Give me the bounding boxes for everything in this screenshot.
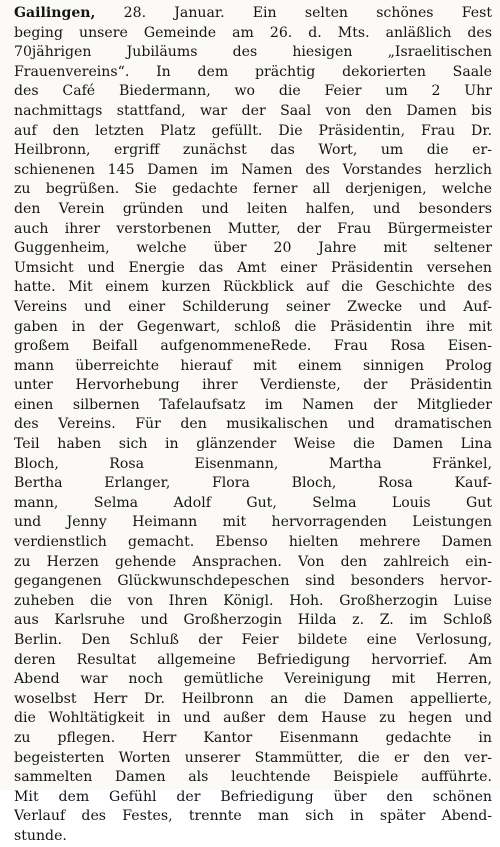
article-line: stunde. xyxy=(14,827,67,844)
article-line: Heilbronn, ergriff zunächst das Wort, um die er- xyxy=(14,142,492,159)
article-line: einen silbernen Tafelaufsatz im Namen der Mitglieder xyxy=(14,396,492,413)
article-line: Abend war noch gemütliche Vereinigung mit Herren, xyxy=(14,671,492,688)
article-line: den Verein gründen und leiten halfen, und besonders xyxy=(14,200,492,217)
article-line xyxy=(14,4,492,24)
article-line: Vereins und einer Schilderung seiner Zwecke und Auf- xyxy=(14,298,492,315)
article-line: verdienstlich gemacht. Ebenso hielten mehrere Damen xyxy=(14,534,492,551)
article-line: zu pflegen. Herr Kantor Eisenmann gedachte in xyxy=(14,729,492,746)
article-line: zu begrüßen. Sie gedachte ferner all derjenigen, welche xyxy=(14,181,492,198)
article-line: auf den letzten Platz gefüllt. Die Präsidentin, Frau Dr. xyxy=(14,122,492,139)
article-line: schienenen 145 Damen im Namen des Vorstandes herzlich xyxy=(14,161,492,178)
article-line: deren Resultat allgemeine Befriedigung hervorrief. Am xyxy=(14,651,492,668)
article-line: zuheben die von Ihren Königl. Hoh. Großherzogin Luise xyxy=(14,592,492,609)
article-line: mann überreichte hierauf mit einem sinnigen Prolog xyxy=(14,357,492,374)
article-line: und Jenny Heimann mit hervorragenden Leistungen xyxy=(14,514,492,531)
article-line: gaben in der Gegenwart, schloß die Präsidentin ihre mit xyxy=(14,318,492,335)
article-line: 70jährigen Jubiläums des hiesigen „Israelitischen xyxy=(14,44,492,61)
article-line: zu Herzen gehende Ansprachen. Von den zahlreich ein- xyxy=(14,553,492,570)
article-line: Umsicht und Energie das Amt einer Präsidentin versehen xyxy=(14,259,492,276)
article-line: beging unsere Gemeinde am 26. d. Mts. anläßlich des xyxy=(14,24,492,41)
article-line: nachmittags stattfand, war der Saal von den Damen bis xyxy=(14,102,492,119)
article-line-text: 28. Januar. Ein selten schönes Fest xyxy=(95,5,492,21)
article-line: woselbst Herr Dr. Heilbronn an die Damen appellierte, xyxy=(14,690,492,707)
article-line: Bloch, Rosa Eisenmann, Martha Fränkel, xyxy=(14,455,492,472)
article-line: Berlin. Den Schluß der Feier bildete eine Verlosung, xyxy=(14,632,492,648)
article-line: des Vereins. Für den musikalischen und dramatischen xyxy=(14,416,492,433)
article-line: unter Hervorhebung ihrer Verdienste, der Präsidentin xyxy=(14,377,492,394)
article-line: Frauenvereins“. In dem prächtig dekorierten Saale xyxy=(14,63,492,80)
article-line: auch ihrer verstorbenen Mutter, der Frau Bürgermeister xyxy=(14,220,492,237)
article-line: Mit dem Gefühl der Befriedigung über den schönen xyxy=(14,788,492,805)
article-line: Bertha Erlanger, Flora Bloch, Rosa Kauf- xyxy=(14,475,492,492)
dateline-place: Gailingen, xyxy=(14,5,96,21)
article-line: gegangenen Glückwunschdepeschen sind besonders hervor- xyxy=(14,573,492,590)
article-line: die Wohltätigkeit in und außer dem Hause zu hegen und xyxy=(14,710,492,727)
article-line: mann, Selma Adolf Gut, Selma Louis Gut xyxy=(14,494,492,511)
article-line: hatte. Mit einem kurzen Rückblick auf die Geschichte des xyxy=(14,279,492,296)
article-text xyxy=(14,4,492,847)
article-line: Verlauf des Festes, trennte man sich in später Abend- xyxy=(14,808,492,825)
article-line: des Café Biedermann, wo die Feier um 2 Uhr xyxy=(14,83,492,100)
article-line: großem Beifall aufgenommeneRede. Frau Rosa Eisen- xyxy=(14,338,492,355)
article-line: begeisterten Worten unserer Stammütter, die er den ver- xyxy=(14,749,492,766)
article-line: Teil haben sich in glänzender Weise die Damen Lina xyxy=(14,436,492,453)
article-line: aus Karlsruhe und Großherzogin Hilda z. Z. im Schloß xyxy=(14,612,492,629)
article-line: Guggenheim, welche über 20 Jahre mit seltener xyxy=(14,240,492,257)
article-line: sammelten Damen als leuchtende Beispiele aufführte. xyxy=(14,769,492,786)
